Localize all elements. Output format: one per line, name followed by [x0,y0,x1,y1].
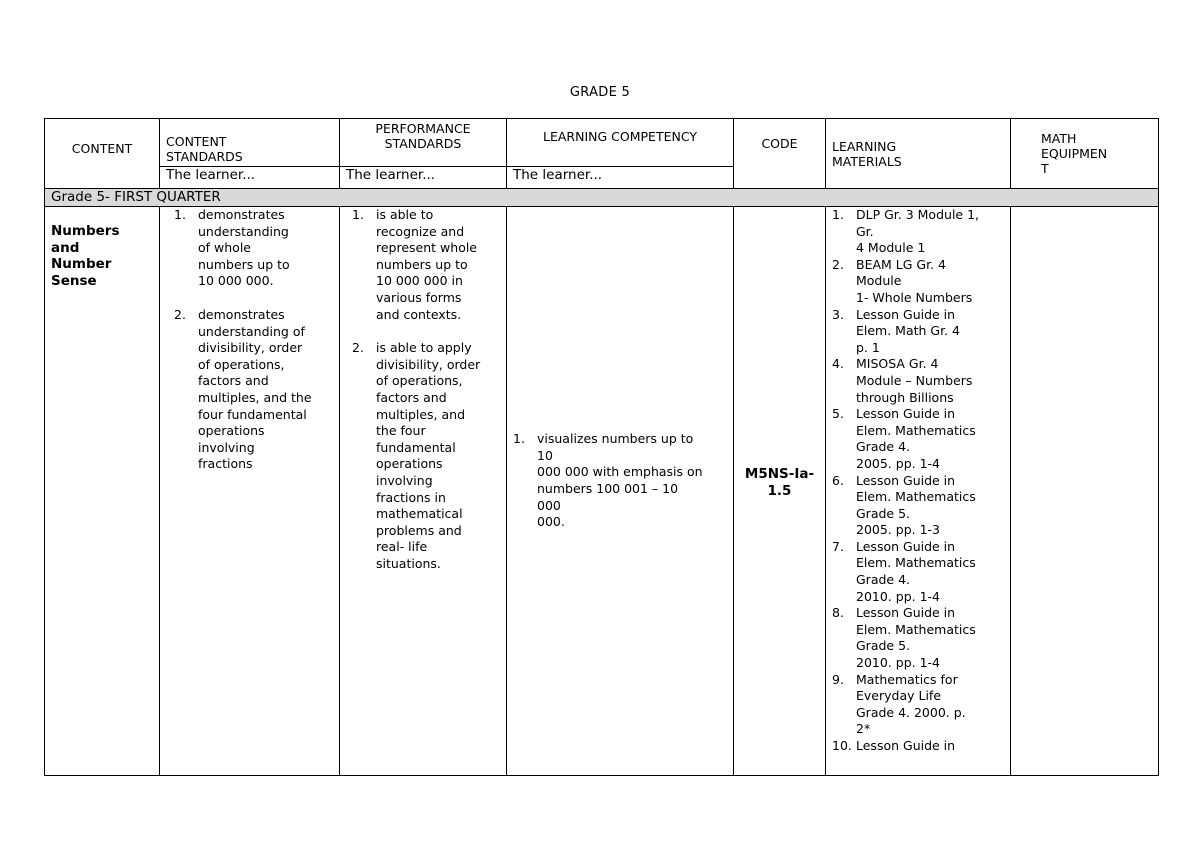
code-text: M5NS-Ia- 1.5 [744,466,815,499]
learner-label-learning-competency: The learner... [507,167,734,189]
list-item-text: MISOSA Gr. 4 Module – Numbers through Billions [856,356,973,405]
curriculum-table [44,118,1159,776]
header-learning-competency [507,119,734,167]
header-math-equipment [1011,119,1159,189]
performance-standards-cell [340,207,507,776]
list-item-number: 1. [174,207,186,222]
header-content-label: CONTENT [71,141,133,156]
list-item-number: 6. [832,472,844,488]
list-item [832,473,1006,539]
header-row [45,119,1159,167]
quarter-row [45,189,1159,207]
list-item-text: is able to recognize and represent whole numbers up to 10 000 000 in various forms and contexts. [376,207,478,322]
code-cell [734,207,826,776]
header-content [45,119,160,189]
learning-materials-cell [826,207,1011,776]
list-item-text: Mathematics for Everyday Life Grade 4. 2000. p. 2* [856,671,966,737]
header-code-label: CODE [761,136,798,151]
content-standards-list [174,207,333,473]
list-item-text: demonstrates understanding of divisibility, order of operations, factors and multiples, and the four fundamental operations involving fractions [198,306,312,472]
learning-competency-list [513,431,727,531]
header-content-standards-label: CONTENT STANDARDS [166,134,243,164]
list-item-number: 4. [832,356,844,372]
list-item-number: 10. [832,738,852,753]
content-standards-cell [160,207,340,776]
header-code [734,119,826,189]
list-item-text: Lesson Guide in Elem. Math Gr. 4 p. 1 [856,306,961,355]
header-performance-standards-label: PERFORMANCE STANDARDS [375,121,471,151]
header-learning-materials [826,119,1011,189]
list-item [832,605,1006,671]
list-item [832,307,1006,357]
list-item-text: Lesson Guide in Elem. Mathematics Grade 5. 2005. pp. 1-3 [856,472,976,538]
list-item [513,431,727,531]
list-item-text: Lesson Guide in Elem. Mathematics Grade 5. 2010. pp. 1-4 [856,605,976,671]
list-item-number: 9. [832,671,844,687]
learner-label-performance-standards: The learner... [340,167,507,189]
list-item-text: DLP Gr. 3 Module 1, Gr. 4 Module 1 [856,207,980,256]
header-content-standards [160,119,340,167]
header-learning-competency-label: LEARNING COMPETENCY [543,129,697,144]
list-item [832,672,1006,738]
list-item-text: visualizes numbers up to 10 000 000 with emphasis on numbers 100 001 – 10 000 000. [537,431,703,530]
list-item-text: BEAM LG Gr. 4 Module 1- Whole Numbers [856,256,973,305]
learning-competency-cell [507,207,734,776]
math-equipment-cell [1011,207,1159,776]
list-item [174,207,333,290]
list-item-text: is able to apply divisibility, order of operations, factors and multiples, and the four fundamental operations involving fractions in mathematical problems and real- life situations. [376,340,481,571]
list-item-text: Lesson Guide in Elem. Mathematics Grade 4. 2010. pp. 1-4 [856,538,976,604]
learning-materials-list [832,207,1006,755]
list-item-number: 3. [832,306,844,322]
list-item-text: Lesson Guide in Elem. Mathematics Grade 4. 2005. pp. 1-4 [856,406,976,471]
list-item-number: 2. [832,256,844,272]
list-item-number: 2. [352,340,364,356]
list-item [174,307,333,473]
list-item [832,207,1006,257]
list-item-number: 1. [832,207,844,222]
list-item [352,207,500,323]
quarter-label: Grade 5- FIRST QUARTER [45,189,1159,207]
list-item [352,340,500,572]
list-item-number: 5. [832,406,844,422]
header-performance-standards [340,119,507,167]
list-item-number: 2. [174,306,186,322]
list-item-text: Lesson Guide in [856,738,956,753]
content-cell [45,207,160,776]
performance-standards-list [352,207,500,572]
learner-label-content-standards: The learner... [160,167,340,189]
list-item [832,738,1006,755]
list-item [832,539,1006,605]
list-item-text: demonstrates understanding of whole numbers up to 10 000 000. [198,207,290,289]
header-math-equipment-label: MATH EQUIPMEN T [1041,131,1108,176]
table-row [45,207,1159,776]
list-item [832,257,1006,307]
list-item-number: 1. [352,207,364,222]
list-item-number: 8. [832,605,844,621]
header-learning-materials-label: LEARNING MATERIALS [832,138,902,169]
content-text: Numbers and Number Sense [51,223,120,289]
list-item [832,356,1006,406]
page-title: GRADE 5 [569,85,631,100]
list-item-number: 1. [513,431,525,447]
list-item [832,406,1006,472]
list-item-number: 7. [832,538,844,554]
